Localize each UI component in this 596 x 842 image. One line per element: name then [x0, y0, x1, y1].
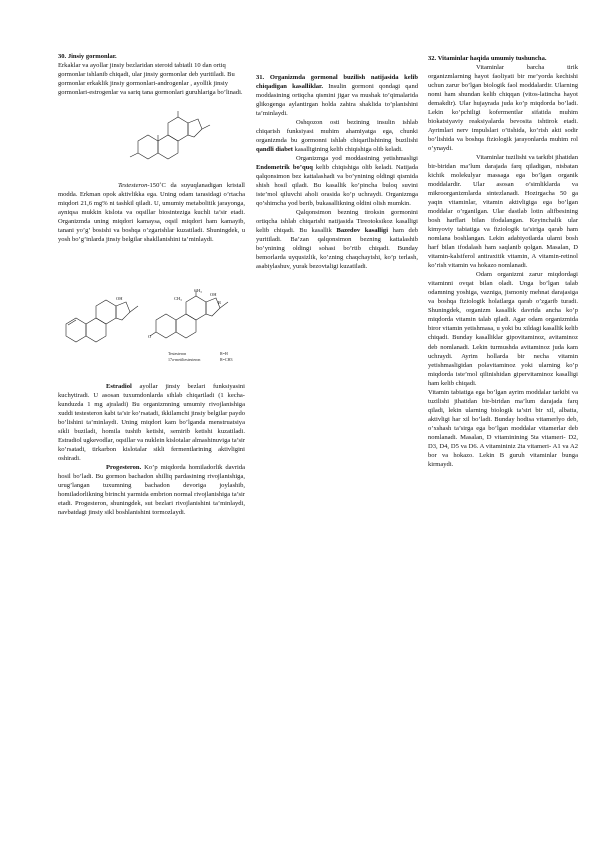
- paragraph-vitamins-2: Vitaminlar tuzilishi va tarkibi jihatidan bir-biridan ma’lum darajada farq qiladigan, nisbatan kichik molekulyar massaga ega bo’lgan organik moddalardir. Ular asosan o’simliklarda va mikroorganizmlarda sintezlanadi. Hozirgacha 50 ga yaqin vitaminlar, vitamin aktivligiga ega bo’lgan moddalar o’rganilgan. Ular dastlab lotin alifbesining bosh harflari bilan ifodalangan. Keyinchalik ular kimyoviy tabiatiga va fiziologik ta’siriga qarab ham nomlana boshlangan. Lekin adabiyotlarda ularni bosh harf bilan ifodalash ham saqlanib qolgan. Masalan, D vitamin-kalsiferol antiraxitik vitamin, A vitamin-retinol ko’rish vitamin va hokazo nomlanadi.: [428, 154, 578, 270]
- paragraph-progesteron: Progesteron. Ko’p miqdorda homiladorlik davrida hosil bo’ladi. Bu gormon bachadon shilliq pardasining rivojlanishiga, urug’langan tuxumning bachadon devoriga joylashib, homiladorlikning birinchi yarmida embrion normal rivojlanishiga ta’sir etadi. Progesteron, shuningdek, sut bezlari rivojlanishini ta’minlaydi, navbatdagi jinsiy sikl boshlanishini tormozlaydi.: [58, 464, 245, 517]
- paragraph-vitamins-3: Odam organizmi zarur miqdordagi vitaminni ovqat bilan oladi. Unga bo’lgan talab odamning yoshiga, vazniga, jismoniy mehnat darajasiga va boshqa fiziologik holatlarga qarab o’zgarib turadi. Shuningdek, organizm kasallik davrida ancha ko’p miqdorda vitamin talab qiladi. Agar odam organizmida biror vitamin yetishmasa, u yoki bu xildagi kasallik kelib chiqadi. Bunday kasalliklar gipovitaminoz, avitaminoz deb nomlanadi. Lekin turmushda avitaminoz juda kam uchraydi. Ayrim hollarda bir necha vitamin yetishmasligidan polavitaminoz yoki ularning ko’p miqdorda iste’mol qilinishidan gipervitaminoz kasalligi ham kelib chiqadi.: [428, 271, 578, 387]
- section-heading-31: 31. Organizmda gormonal buzilish natijasida kelib chiqadigan kasalliklar.: [256, 74, 418, 91]
- svg-text:OH: OH: [210, 292, 217, 298]
- paragraph-vitamins-4: Vitamin tabiatiga ega bo’lgan ayrim moddalar tarkibi va tuzilishi jihatidan bir-biridan ma’lum darajada farq qiladi, lekin ularning biologik ta’siri bir xil, albatta, aktivligi har xil bo’ladi. Bunday hodisa vitamerlyo deb, o’xshash ta’sirga ega bo’lgan moddalar vitamerlar deb nomlanadi. Masalan, D vitaminining 5ta vitameri- D2, D3, D4, D5 va D6. A vitamininiz 2ta vitameri- A1 va A2 bor va hokazo. Lekin B guruh vitaminlar bunga kirmaydi.: [428, 388, 578, 468]
- column-2: [256, 73, 418, 271]
- progesteron-term: Progesteron.: [106, 464, 142, 472]
- svg-text:CH₃: CH₃: [194, 288, 202, 294]
- steroid-structure-figure-1: [58, 97, 245, 181]
- column-3: [428, 54, 578, 469]
- section-heading-30: 30. Jinsiy gormonlar.: [58, 53, 117, 60]
- diabet-term: qandli diabet: [256, 146, 293, 154]
- paragraph-intro: Erkaklar va ayollar jinsiy bezlaridan steroid tabiatli 10 dan ortiq gormonlar ishlanib chiqadi, ular jinsiy gormonlar deb yuritiladi. Bu gormonlar erkaklik jinsiy gormonlari-androgenlar , ayollik jinsiy gormonlari-estrogenlar va sariq tana gormonlari guruhlariga bo’linadi.: [58, 62, 243, 97]
- svg-text:O: O: [148, 334, 152, 340]
- goiter-term: Endometrik bo’quq: [256, 164, 313, 172]
- section-heading-32: 32. Vitaminlar haqida umumiy tushuncha.: [428, 55, 547, 62]
- paragraph-vitamins-1: Vitaminlar barcha tirik organizmlarning hayot faoliyati bir me’yorda kechishi uchun zarur bo’lgan biologik faol moddalardir. Ularning nomi ham shundan kelib chiqqan (vitos-latincha hayot demakdir). Ular hujayrada juda ko’p miqdorda bo’ladi. Lekin ko’pchiligi kofermentlar sifatida muhim biokatsiyaviy reaksiyalarda bevosita ishtirok etadi. Ayrimlari nerv impulslari o’tishida, ko’rish akti sodir bo’lishida va boshqa fiziologik jarayonlarda muhim rol o’ynaydi.: [428, 64, 578, 153]
- paragraph-diabet: Oshqozon osti bezining insulin ishlab chiqarish funksiyasi muhim ahamiyatga ega, chunki organizmda bu gormonni ishlab chiqarilishining buzilishi qandli diabet kasalligining kelib chiqishiga olib keladi.: [256, 119, 418, 154]
- bazedov-term: Bazedov kasalligi: [336, 227, 389, 235]
- column-1: [58, 52, 245, 517]
- paragraph-goiter: Organizmga yod moddasining yetishmasligi Endometrik bo’quq kelib chiqishiga olib keladi. Natijada qalqonsimon bez kattalashadi va bo’ynining oldingi qismida shish hosil qiladi. Bu kasallik ko’pincha buloq suvini iste’mol qiluvchi aholi orasida ko’p uchraydi. Organizmga qo’shimcha yod berib, bukasallikning oldini olish mumkin.: [256, 155, 418, 208]
- svg-text:R=CH3: R=CH3: [220, 357, 233, 363]
- paragraph-bazedov: Qalqonsimon bezning tiroksin gormonini ortiqcha ishlab chiqarishi natijasida Tireotoksikoz kasalligi kelib chiqadi. Bu kasallik Bazedov kasalligi ham deb yuritiladi. Ba’zan qalqonsimon bezning kattalashib bo’ynining oldingi sohasi bo’rtib chiqadi. Bunday bemorlarda uyqusizlik, ko’zning chaqchayishi, ko’p terlash, asabiylashuv, yurak bezovtaligi kuzatiladi.: [256, 209, 418, 271]
- svg-text:Testesteron: Testesteron: [168, 351, 187, 357]
- steroid-structure-figure-2: [58, 262, 245, 372]
- paragraph-estradiol: Estradiol ayollar jinsiy bezlari funksiyasini kuchytiradi. U asosan tuxumdonlarda sihlab chiqariladi (1 kecha-kunduzda 1 mg ajraladi) Bu organizmning umumiy rivojlanishiga xuddi testesteron kabi ta’sir ko’rsatadi, ikkilamchi jinsiy belgilar paydo bo’lishini ta’minlaydi. Uning miqdori kam bo’lganda menstruatsiya sikli buziladi, homila tushib ketishi, semirib ketishi kuzatiladi. Estradiol ugkevodlar, oqsillar va nuklein kislotalar almashinuviga ta’sir ko’rsatadi, tirkarbon kislotalar sikli fermentlarining aktivligini oshiradi.: [58, 383, 246, 463]
- testosterone-term: Testesteron-: [118, 182, 150, 190]
- svg-text:CH₃: CH₃: [174, 296, 182, 302]
- paragraph-testosterone: Testesteron-150˚C da suyuqlanadigan kristall modda. Erkman opok aktivlikka ega. Uning odam tarasidagi o’rtacha miqdori 21,6 mg% ni tashkil qiladi. U, umumiy metabolitik jarayonga, ayniqsa mukkin kislota va oqsillar biosinteziga kuchli ta’sir etadi. Organizmda uning miqdori kamaysa, oqsil miqdori ham kamayib, tanani yo’g’ bosishi va boshqa o’zgarishlar kuzatiladi. Shuningdek, u yosh bo’g’inlarda jinsiy belgilar shakllanishini ta’minlaydi.: [58, 182, 245, 244]
- svg-text:OH: OH: [116, 296, 123, 302]
- svg-text:R: R: [218, 300, 222, 306]
- estradiol-term: Estradiol: [106, 383, 132, 391]
- svg-text:17a-metiltestesteron: 17a-metiltestesteron: [168, 357, 201, 363]
- svg-text:R=H: R=H: [220, 351, 228, 357]
- paragraph-insulin: 31. Organizmda gormonal buzilish natijasida kelib chiqadigan kasalliklar. Insulin gormoni qondagi qand moddasining ortiqcha qismini jigar va mushak to’qimalarida glikogenga aylantirgan holda zahira shaklida to’planishini ta’minlaydi.: [256, 74, 418, 118]
